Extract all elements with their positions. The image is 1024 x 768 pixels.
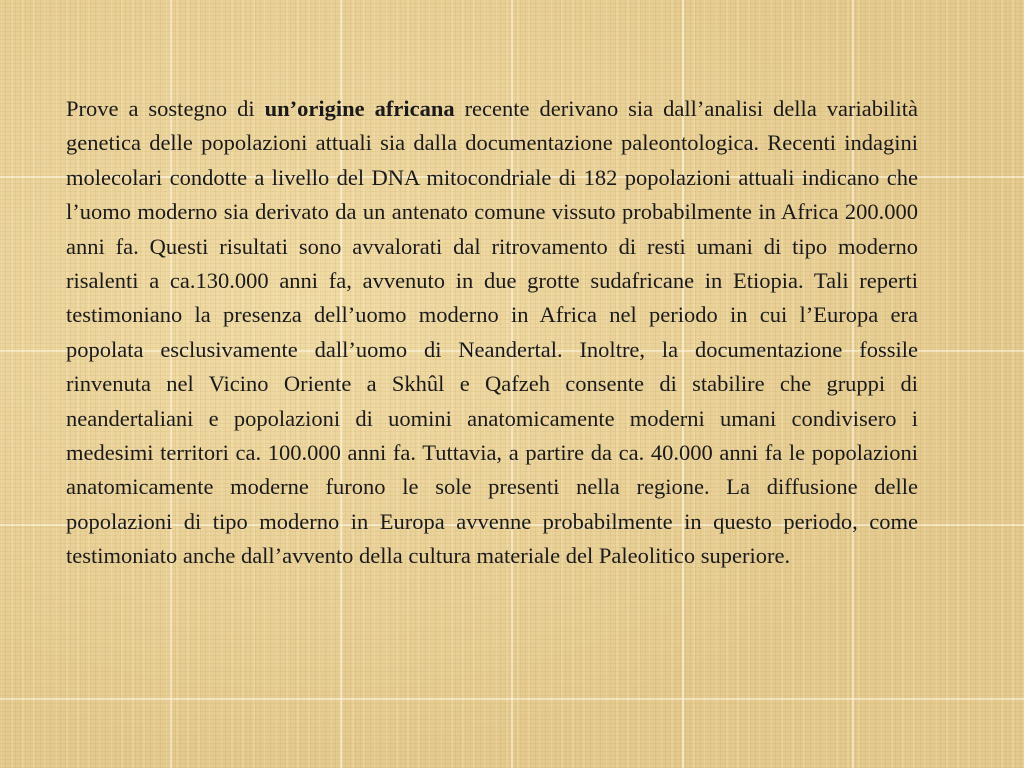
background-tile-seam [0, 698, 1024, 700]
slide-body-paragraph [66, 92, 918, 574]
paragraph-lead: Prove a sostegno di [66, 96, 265, 121]
paragraph-rest: recente derivano sia dall’analisi della variabilità genetica delle popolazioni attuali sia dalla documentazione paleontologica. Recenti indagini molecolari condotte a livello del DNA mitocondriale di 182 popolazioni attuali indicano che l’uomo moderno sia derivato da un antenato comune vissuto probabilmente in Africa 200.000 anni fa. Questi risultati sono avvalorati dal ritrovamento di resti umani di tipo moderno risalenti a ca.130.000 anni fa, avvenuto in due grotte sudafricane in Etiopia. Tali reperti testimoniano la presenza dell’uomo moderno in Africa nel periodo in cui l’Europa era popolata esclusivamente dall’uomo di Neandertal. Inoltre, la documentazione fossile rinvenuta nel Vicino Oriente a Skhûl e Qafzeh consente di stabilire che gruppi di neandertaliani e popolazioni di uomini anatomicamente moderni umani condivisero i medesimi territori ca. 100.000 anni fa. Tuttavia, a partire da ca. 40.000 anni fa le popolazioni anatomicamente moderne furono le sole presenti nella regione. La diffusione delle popolazioni di tipo moderno in Europa avvenne probabilmente in questo periodo, come testimoniato anche dall’avvento della cultura materiale del Paleolitico superiore. [66, 96, 918, 569]
paragraph-emphasis: un’origine africana [264, 96, 455, 121]
